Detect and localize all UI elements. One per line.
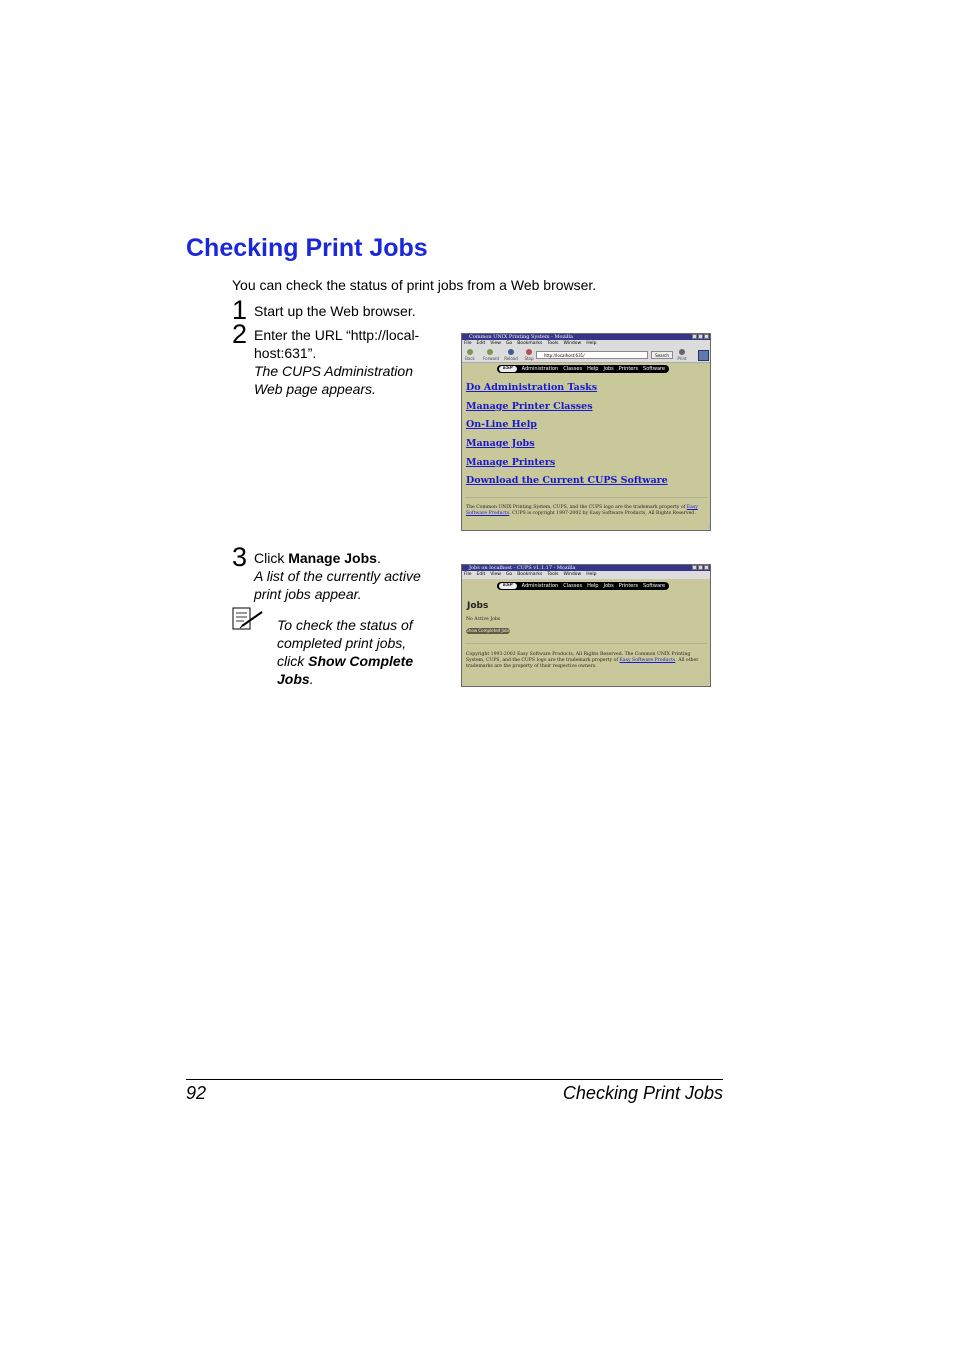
back-icon xyxy=(467,349,473,355)
step-1-text: Start up the Web browser. xyxy=(254,303,416,319)
tab-software[interactable]: Software xyxy=(643,583,666,589)
step-3-result2: print jobs appear. xyxy=(254,586,362,602)
menu-window[interactable]: Window xyxy=(563,572,582,577)
show-completed-jobs-button[interactable]: Show Completed Jobs xyxy=(466,628,510,633)
link-download-cups[interactable]: Download the Current CUPS Software xyxy=(466,475,668,486)
intro-text: You can check the status of print jobs from a Web browser. xyxy=(232,277,597,293)
esp-logo[interactable]: ESP xyxy=(499,583,517,589)
menu-bookmarks[interactable]: Bookmarks xyxy=(517,572,543,577)
link-manage-jobs[interactable]: Manage Jobs xyxy=(466,438,535,449)
menu-file[interactable]: File xyxy=(464,341,472,346)
cups-footer-text: The Common UNIX Printing System, CUPS, and the CUPS logo are the trademark property of Easy Software Products. CUPS is copyright 1997-2002 by Easy Software Products, All Rights Reserved. xyxy=(466,505,698,516)
throbber-icon xyxy=(698,350,709,361)
print-button[interactable]: Print xyxy=(675,349,689,361)
note-pencil-icon xyxy=(232,607,266,631)
tab-jobs[interactable]: Jobs xyxy=(603,583,614,589)
footer-rule xyxy=(186,1079,723,1080)
jobs-heading: Jobs xyxy=(467,601,489,611)
tab-help[interactable]: Help xyxy=(587,366,599,372)
step-1-number: 1 xyxy=(232,295,248,325)
close-icon[interactable] xyxy=(704,334,709,339)
link-administration-tasks[interactable]: Do Administration Tasks xyxy=(466,382,598,393)
step-2-result2: Web page appears. xyxy=(254,381,376,397)
back-button[interactable]: Back xyxy=(463,349,477,361)
tab-printers[interactable]: Printers xyxy=(618,366,639,372)
stop-button[interactable]: Stop xyxy=(522,349,536,361)
menu-view[interactable]: View xyxy=(490,341,501,346)
link-online-help[interactable]: On-Line Help xyxy=(466,419,537,430)
tab-administration[interactable]: Administration xyxy=(521,583,559,589)
search-button[interactable]: Search xyxy=(651,351,673,359)
step-2-number: 2 xyxy=(232,319,248,349)
step-3-line: Click Manage Jobs. xyxy=(254,550,381,566)
step-2-block xyxy=(254,326,444,398)
menu-go[interactable]: Go xyxy=(505,572,513,577)
close-icon[interactable] xyxy=(704,565,709,570)
menu-tools[interactable]: Tools xyxy=(547,572,559,577)
footer-section-title: Checking Print Jobs xyxy=(562,1083,723,1103)
menu-help[interactable]: Help xyxy=(586,572,597,577)
menu-bar xyxy=(462,571,710,579)
step-2-line2: host:631”. xyxy=(254,345,317,361)
print-icon xyxy=(679,349,685,355)
step-3-result1: A list of the currently active xyxy=(254,568,421,584)
window-titlebar: Jobs on localhost - CUPS v1.1.17 - Mozilla xyxy=(462,565,710,571)
maximize-icon[interactable] xyxy=(698,565,703,570)
screenshot-cups-admin xyxy=(461,333,711,531)
scrollbar[interactable] xyxy=(708,524,710,529)
menu-bar xyxy=(462,340,710,348)
menu-bookmarks[interactable]: Bookmarks xyxy=(517,341,543,346)
divider xyxy=(465,643,707,644)
jobs-status: No Active Jobs xyxy=(466,617,501,622)
screenshot-cups-jobs xyxy=(461,564,711,687)
step-3-block xyxy=(254,549,444,603)
reload-button[interactable]: Reload xyxy=(504,349,518,361)
note-text: To check the status of completed print jobs, click Show Complete Jobs. xyxy=(277,617,414,687)
cups-nav-bar xyxy=(497,582,669,590)
page-heading: Checking Print Jobs xyxy=(186,234,428,262)
menu-help[interactable]: Help xyxy=(586,341,597,346)
maximize-icon[interactable] xyxy=(698,334,703,339)
browser-toolbar xyxy=(462,348,710,363)
link-easy-software[interactable]: Easy Software Products xyxy=(466,505,698,516)
menu-edit[interactable]: Edit xyxy=(476,341,486,346)
step-2-result1: The CUPS Administration xyxy=(254,363,413,379)
minimize-icon[interactable] xyxy=(692,334,697,339)
menu-tools[interactable]: Tools xyxy=(547,341,559,346)
tab-classes[interactable]: Classes xyxy=(563,583,583,589)
tab-software[interactable]: Software xyxy=(643,366,666,372)
menu-go[interactable]: Go xyxy=(505,341,513,346)
link-easy-software[interactable]: Easy Software Products xyxy=(619,658,676,663)
step-3-number: 3 xyxy=(232,542,248,572)
divider xyxy=(465,497,707,498)
tab-printers[interactable]: Printers xyxy=(618,583,639,589)
forward-icon xyxy=(487,349,493,355)
menu-edit[interactable]: Edit xyxy=(476,572,486,577)
menu-view[interactable]: View xyxy=(490,572,501,577)
cups-nav-bar xyxy=(497,365,669,373)
link-manage-printers[interactable]: Manage Printers xyxy=(466,457,556,468)
reload-icon xyxy=(508,349,514,355)
stop-icon xyxy=(526,349,532,355)
menu-window[interactable]: Window xyxy=(563,341,582,346)
jobs-footer-text: Copyright 1993-2002 Easy Software Products, All Rights Reserved. The Common UNIX Printing System, CUPS, and the CUPS logo are the trademark property of Easy Software Products. All other trademarks are the property of their respective owners. xyxy=(466,652,699,669)
link-manage-printer-classes[interactable]: Manage Printer Classes xyxy=(466,401,593,412)
tab-classes[interactable]: Classes xyxy=(563,366,583,372)
url-field[interactable]: http://localhost:631/ xyxy=(536,351,648,359)
window-titlebar: Common UNIX Printing System - Mozilla xyxy=(462,334,710,340)
minimize-icon[interactable] xyxy=(692,565,697,570)
tab-jobs[interactable]: Jobs xyxy=(603,366,614,372)
forward-button[interactable]: Forward xyxy=(483,349,497,361)
step-2-line1: Enter the URL “http://local- xyxy=(254,327,420,343)
esp-logo[interactable]: ESP xyxy=(499,366,517,372)
tab-administration[interactable]: Administration xyxy=(521,366,559,372)
menu-file[interactable]: File xyxy=(464,572,472,577)
tab-help[interactable]: Help xyxy=(587,583,599,589)
page-number: 92 xyxy=(186,1083,207,1103)
